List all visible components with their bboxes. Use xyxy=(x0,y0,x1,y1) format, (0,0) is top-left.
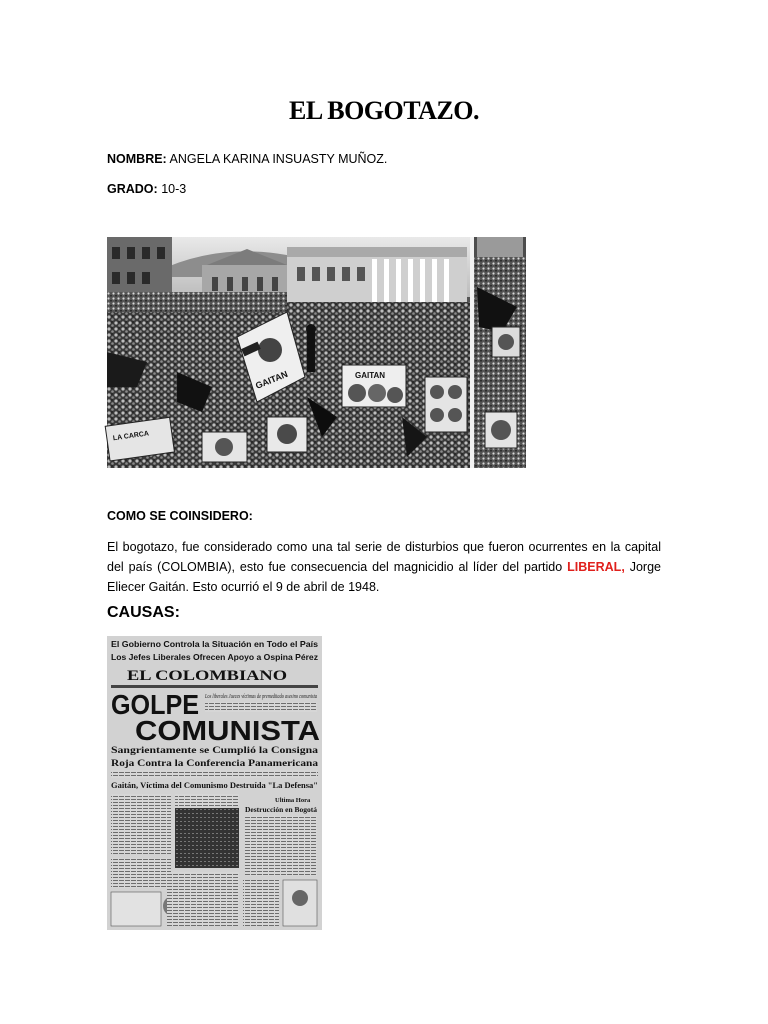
body-paragraph xyxy=(107,537,661,597)
section-heading-como: COMO SE COINSIDERO: xyxy=(107,509,253,523)
grado-label: GRADO: xyxy=(107,182,158,196)
newspaper-top-line-2: Los Jefes Liberales Ofrecen Apoyo a Ospina Pérez xyxy=(111,652,318,662)
newspaper-front-page-image xyxy=(107,636,322,930)
paragraph-part-2: Jorge Eliecer Gaitán. Esto ocurrió el 9 de abril de 1948. xyxy=(107,560,662,594)
section-heading-causas: CAUSAS: xyxy=(107,604,180,621)
document-title: EL BOGOTAZO. xyxy=(288,96,479,125)
nombre-label: NOMBRE: xyxy=(107,152,167,166)
newspaper-top-line-1: El Gobierno Controla la Situación en Todo el País xyxy=(111,639,319,649)
newspaper-subhead-3: Gaitán, Víctima del Comunismo Destruída "La Defensa" xyxy=(111,781,318,790)
newspaper-subhead-1: Sangrientamente se Cumplió la Consigna xyxy=(111,745,319,755)
newspaper-subhead-2: Roja Contra la Conferencia Panamericana xyxy=(111,758,319,768)
newspaper-column-head-2: Ultima Hora xyxy=(275,797,311,804)
sign-text-3: LA CARCA xyxy=(112,430,150,443)
sign-text-1: GAITAN xyxy=(254,368,290,391)
newspaper-column-head-1: Destrucción en Bogotá xyxy=(245,805,318,814)
newspaper-headline-comunista: COMUNISTA xyxy=(135,715,320,746)
paragraph-part-1: El bogotazo, fue considerado como una tal serie de disturbios que fueron ocurrentes en la capital del país (COLOMBIA), esto fue consecuencia del magnicidio al líder del partido xyxy=(107,540,661,574)
newspaper-side-note: Los liberales Jueces víctimas de premeditado asesino comunista xyxy=(204,693,317,700)
nombre-line xyxy=(107,152,387,166)
grado-line xyxy=(107,182,186,196)
nombre-value: ANGELA KARINA INSUASTY MUÑOZ. xyxy=(169,152,388,166)
sign-text-2: GAITAN xyxy=(355,371,386,380)
newspaper-headline-golpe: GOLPE xyxy=(111,689,199,720)
grado-value: 10-3 xyxy=(161,182,187,196)
paragraph-highlight-liberal: LIBERAL, xyxy=(567,560,625,574)
newspaper-masthead: EL COLOMBIANO xyxy=(127,668,287,684)
bogotazo-crowd-photo xyxy=(107,237,526,468)
